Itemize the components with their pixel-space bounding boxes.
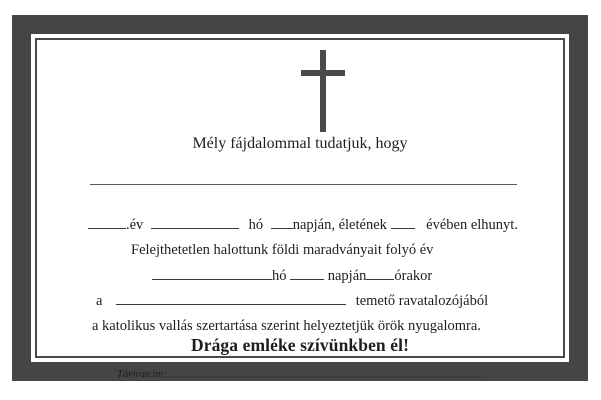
card-body	[31, 34, 569, 380]
remains-text: Felejthetetlen halottunk földi maradványait folyó év	[131, 242, 434, 258]
telegram-blank	[167, 367, 482, 377]
cemetery-prefix: a	[96, 293, 103, 309]
rite-text: a katolikus vallás szertartása szerint helyeztetjük örök nyugalomra.	[92, 318, 481, 334]
funeral-hour-blank	[366, 267, 394, 280]
year-label: .év	[126, 217, 144, 233]
funeral-day-label: napján	[327, 268, 367, 284]
month-blank	[151, 216, 239, 229]
funeral-time-line	[152, 267, 432, 285]
cemetery-blank	[116, 292, 346, 305]
month-label: hó	[248, 217, 264, 233]
cemetery-line	[96, 292, 488, 310]
day-age-label: napján, életének	[292, 217, 387, 233]
funeral-day-blank	[290, 267, 324, 280]
funeral-month-blank	[152, 267, 272, 280]
cross-icon	[301, 50, 345, 132]
day-blank	[271, 216, 293, 229]
age-suffix-label: évében elhunyt.	[426, 217, 518, 233]
year-blank	[88, 216, 126, 229]
telegram-label: Táviratcím:	[117, 369, 167, 380]
closing-headline: Drága emléke szívünkben él!	[190, 335, 410, 355]
funeral-month-label: hó	[272, 268, 287, 284]
intro-text: Mély fájdalommal tudatjuk, hogy	[192, 135, 408, 152]
inner-border	[35, 38, 565, 358]
cemetery-suffix: temető ravatalozójából	[355, 293, 489, 309]
age-blank	[391, 216, 415, 229]
telegram-line	[117, 364, 482, 382]
funeral-hour-label: órakor	[394, 268, 433, 284]
death-date-line	[88, 216, 518, 234]
deceased-name-line	[90, 184, 517, 185]
obituary-card	[12, 15, 588, 381]
